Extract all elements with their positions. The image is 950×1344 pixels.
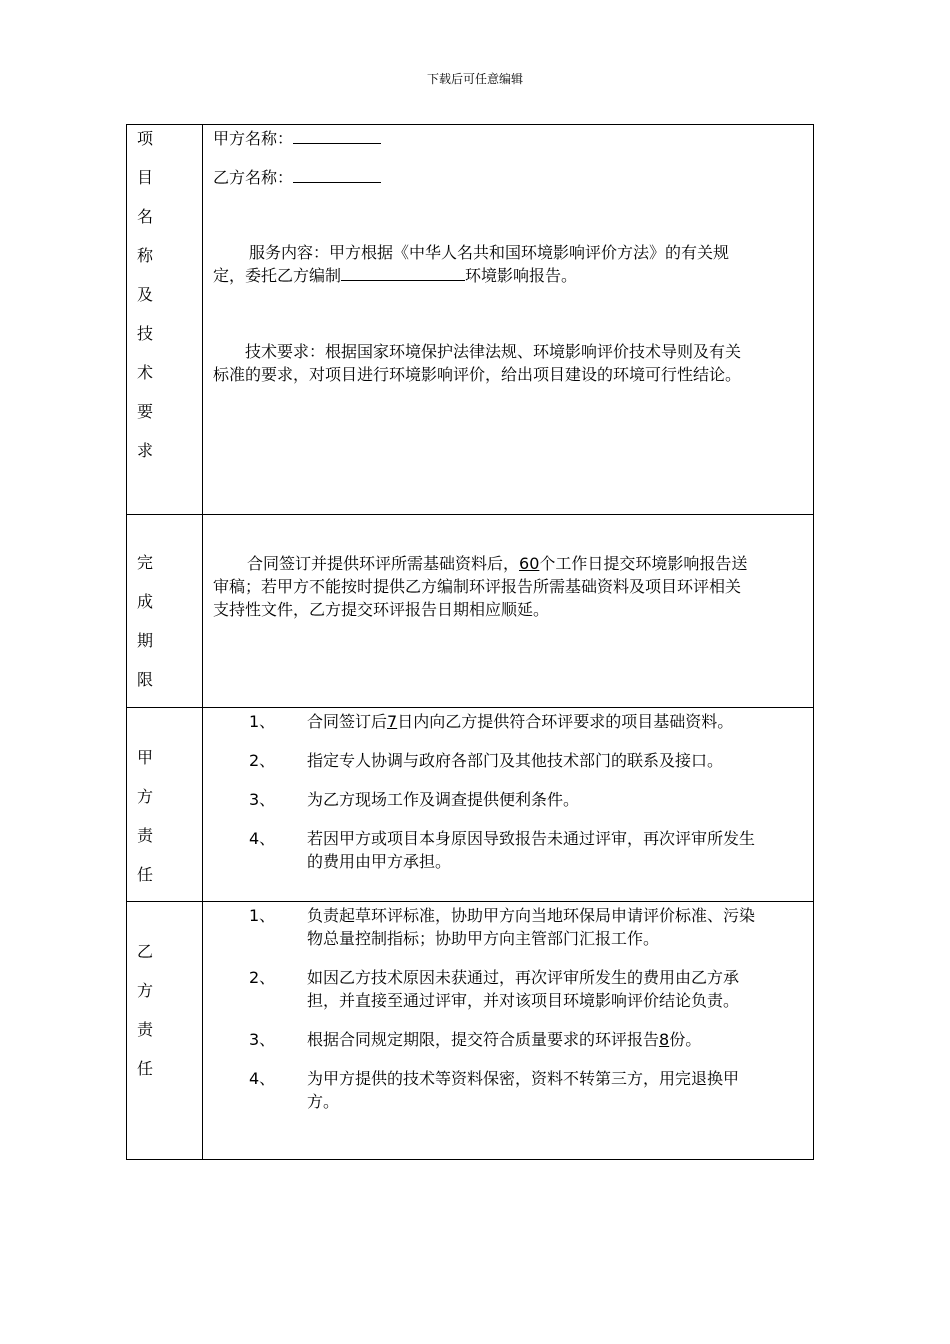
row-content [213,125,803,514]
item-text: 的费用由甲方承担。 [307,852,452,871]
label-char: 期 [136,631,153,650]
label-char: 术 [136,363,153,382]
label-char: 方 [136,787,153,806]
label-char: 技 [136,324,153,343]
item-text: 物总量控制指标；协助甲方向主管部门汇报工作。 [307,929,660,948]
label-char: 要 [136,402,153,421]
deadline-line2: 审稿；若甲方不能按时提供乙方编制环评报告所需基础资料及项目环评相关 [213,577,742,596]
header-note: 下载后可任意编辑 [426,72,523,86]
row-party-a-duties [127,707,813,901]
deadline-line3: 支持性文件，乙方提交环评报告日期相应顺延。 [213,600,550,619]
label-char: 完 [136,553,153,572]
item-text: 如因乙方技术原因未获通过，再次评审所发生的费用由乙方承 [307,968,740,987]
row-label [127,125,203,514]
row-deadline [127,514,813,707]
party-b-line [213,166,803,189]
label-char: 目 [136,168,153,187]
service-text: 定，委托乙方编制 [213,266,342,285]
item-text-part: 根据合同规定期限，提交符合质量要求的环评报告 [307,1030,660,1049]
label-char: 责 [136,826,153,845]
item-number: 3、 [249,1030,276,1049]
label-char: 名 [136,207,153,226]
row-label [127,515,203,707]
item-number: 1、 [249,712,276,731]
label-char: 项 [136,129,153,148]
item-text: 若因甲方或项目本身原因导致报告未通过评审，再次评审所发生 [307,829,756,848]
deadline-text: 个工作日提交环境影响报告送 [539,554,748,573]
party-b-label: 乙方名称： [213,168,294,187]
party-b-blank [293,166,381,183]
service-text: 环境影响报告。 [465,266,578,285]
item-number: 2、 [249,968,276,987]
deadline-line1 [213,552,803,575]
item-text-part: 日内向乙方提供符合环评要求的项目基础资料。 [397,712,734,731]
deadline-days: 60 [519,554,540,573]
service-content-line2 [213,264,803,287]
party-a-blank [293,127,381,144]
label-char: 及 [136,285,153,304]
row-project-tech [127,125,813,514]
label-char: 成 [136,592,153,611]
item-text: 指定专人协调与政府各部门及其他技术部门的联系及接口。 [307,751,724,770]
item-number: 3、 [249,790,276,809]
label-char: 甲 [136,748,153,767]
item-text [307,1028,807,1051]
label-char: 称 [136,246,153,265]
item-text: 方。 [307,1092,340,1111]
label-char: 求 [136,441,153,460]
service-content [213,241,803,264]
item-text-part: 合同签订后 [307,712,388,731]
label-char: 任 [136,865,153,884]
tech-requirements-line2 [213,363,803,386]
item-number: 1、 [249,906,276,925]
row-content [213,902,803,1159]
item-value: 7 [387,712,398,731]
label-char: 任 [136,1059,153,1078]
deadline-text: 合同签订并提供环评所需基础资料后， [247,554,520,573]
item-text [307,710,807,733]
item-number: 4、 [249,1069,276,1088]
party-a-line [213,127,803,150]
row-content [213,515,803,707]
row-party-b-duties [127,901,813,1159]
label-char: 限 [136,670,153,689]
item-text: 担，并直接至通过评审，并对该项目环境影响评价结论负责。 [307,991,740,1010]
contract-table [126,124,814,1160]
tech-requirements [213,340,803,363]
item-text: 为乙方现场工作及调查提供便利条件。 [307,790,580,809]
project-blank [341,264,465,281]
row-content [213,708,803,901]
tech-text: 技术要求：根据国家环境保护法律法规、环境影响评价技术导则及有关 [245,342,742,361]
party-a-label: 甲方名称： [213,129,294,148]
item-number: 2、 [249,751,276,770]
item-text: 为甲方提供的技术等资料保密，资料不转第三方，用完退换甲 [307,1069,740,1088]
tech-text: 标准的要求，对项目进行环境影响评价，给出项目建设的环境可行性结论。 [213,365,742,384]
item-number: 4、 [249,829,276,848]
row-label [127,902,203,1159]
row-label [127,708,203,901]
item-value: 8 [659,1030,670,1049]
item-text: 负责起草环评标准，协助甲方向当地环保局申请评价标准、污染 [307,906,756,925]
service-text: 服务内容：甲方根据《中华人名共和国环境影响评价方法》的有关规 [249,243,730,262]
label-char: 责 [136,1020,153,1039]
label-char: 方 [136,981,153,1000]
item-text-part: 份。 [669,1030,702,1049]
label-char: 乙 [136,942,153,961]
